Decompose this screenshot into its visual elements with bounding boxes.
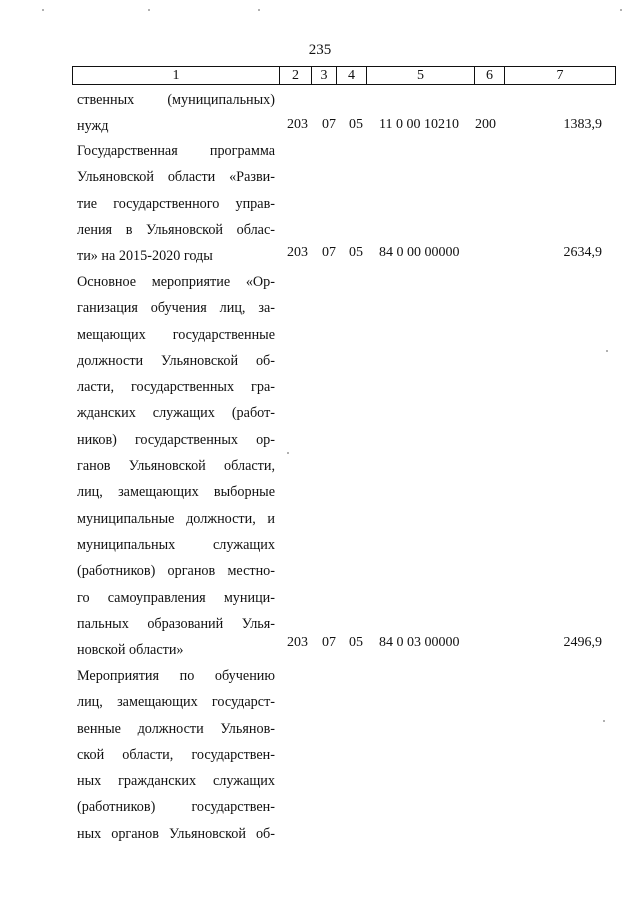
description-line: ласти, государственных гра-	[77, 379, 275, 396]
description-line: новской области»	[77, 642, 184, 659]
description-line: муниципальные должности, и	[77, 510, 275, 527]
cell-col-3: 07	[322, 117, 336, 132]
cell-col-2: 203	[287, 117, 308, 132]
row-description	[77, 269, 275, 663]
cell-col-5: 11 0 00 10210	[379, 117, 459, 132]
description-line: пальных образований Улья-	[77, 615, 275, 632]
description-line: ных органов Ульяновской об-	[77, 825, 275, 842]
table-header	[72, 66, 616, 86]
scan-speck	[258, 9, 260, 11]
cell-col-7: 2496,9	[563, 635, 602, 650]
description-line: Мероприятия по обучению	[77, 668, 275, 684]
description-line: должности Ульяновской об-	[77, 352, 275, 369]
description-line: ных гражданских служащих	[77, 773, 275, 790]
header-col-4: 4	[336, 66, 366, 85]
description-line: ганов Ульяновской области,	[77, 458, 275, 475]
description-line: ственных (муниципальных)	[77, 92, 275, 108]
cell-col-3: 07	[322, 245, 336, 260]
row-description	[77, 663, 275, 847]
header-col-1: 1	[72, 66, 279, 85]
scan-speck	[148, 9, 150, 11]
description-line: Ульяновской области «Разви-	[77, 169, 275, 186]
description-line: ти» на 2015-2020 годы	[77, 248, 213, 265]
description-line: нужд	[77, 118, 109, 135]
description-line: ганизация обучения лиц, за-	[77, 300, 275, 317]
scan-speck	[287, 452, 289, 454]
description-line: муниципальных служащих	[77, 536, 275, 553]
header-col-2: 2	[279, 66, 311, 85]
header-col-7: 7	[504, 66, 616, 85]
description-line: лиц, замещающих выборные	[77, 484, 275, 501]
page-number: 235	[308, 42, 332, 58]
header-col-5: 5	[366, 66, 474, 85]
header-col-3: 3	[311, 66, 336, 85]
description-line: венные должности Ульянов-	[77, 720, 275, 737]
description-line: жданских служащих (работ-	[77, 405, 275, 422]
scan-speck	[606, 350, 608, 352]
description-line: ской области, государствен-	[77, 746, 275, 763]
header-col-6: 6	[474, 66, 504, 85]
cell-col-7: 2634,9	[563, 245, 602, 260]
description-line: тие государственного управ-	[77, 195, 275, 212]
description-line: ления в Ульяновской облас-	[77, 221, 275, 238]
description-line: го самоуправления муници-	[77, 589, 275, 606]
cell-col-5: 84 0 03 00000	[379, 635, 460, 650]
description-line: (работников) органов местно-	[77, 563, 275, 580]
cell-col-5: 84 0 00 00000	[379, 245, 460, 260]
description-line: Основное мероприятие «Ор-	[77, 274, 275, 290]
cell-col-7: 1383,9	[563, 117, 602, 132]
scan-speck	[620, 9, 622, 11]
row-description	[77, 138, 275, 269]
description-line: Государственная программа	[77, 143, 275, 159]
cell-col-2: 203	[287, 635, 308, 650]
cell-col-6: 200	[475, 117, 496, 132]
scan-speck	[42, 9, 44, 11]
cell-col-4: 05	[349, 245, 363, 260]
description-line: (работников) государствен-	[77, 799, 275, 816]
cell-col-3: 07	[322, 635, 336, 650]
cell-col-4: 05	[349, 635, 363, 650]
cell-col-4: 05	[349, 117, 363, 132]
scan-speck	[603, 720, 605, 722]
cell-col-2: 203	[287, 245, 308, 260]
row-description	[77, 87, 275, 140]
description-line: лиц, замещающих государст-	[77, 694, 275, 711]
description-line: мещающих государственные	[77, 326, 275, 343]
description-line: ников) государственных ор-	[77, 431, 275, 448]
